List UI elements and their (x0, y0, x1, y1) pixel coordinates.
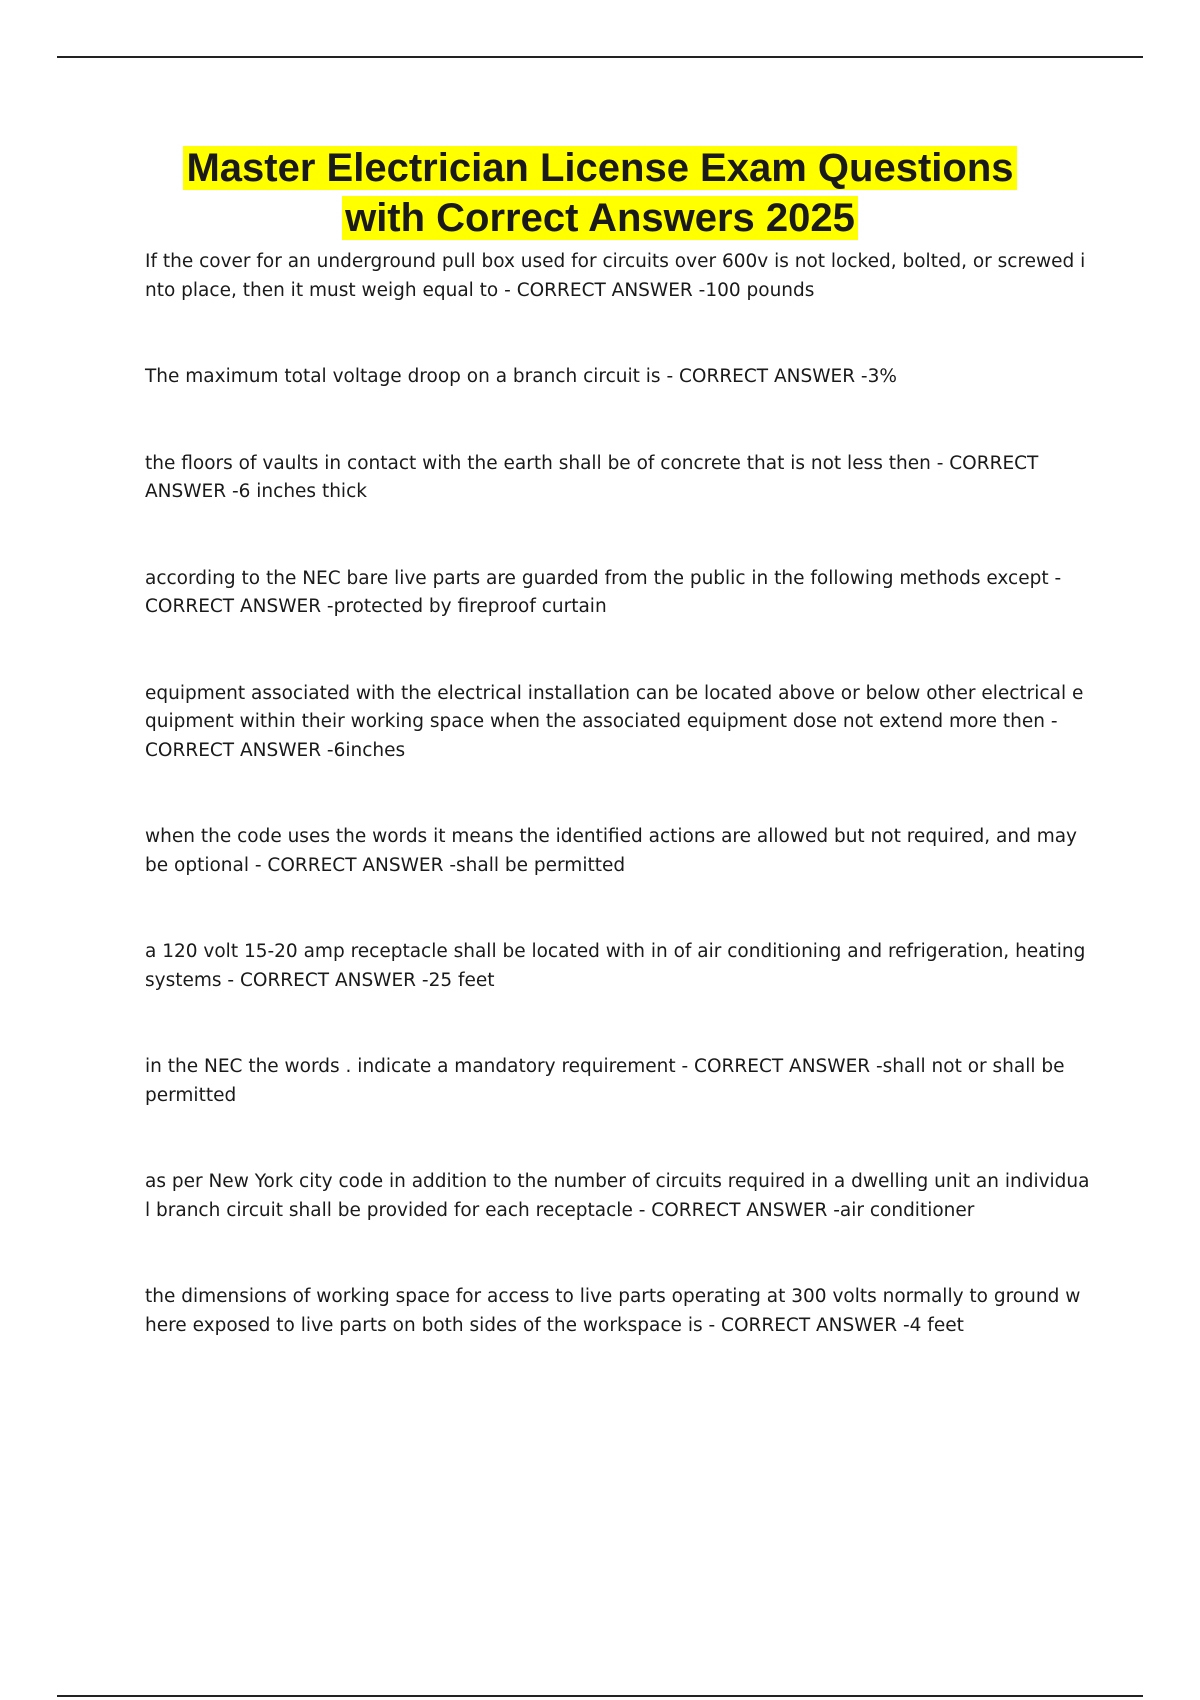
qa-item (145, 450, 1090, 507)
answer-label: - CORRECT ANSWER - (498, 279, 706, 301)
qa-item (145, 248, 1090, 305)
answer-text: 100 pounds (705, 279, 815, 301)
qa-item (145, 1168, 1090, 1225)
top-rule (57, 56, 1143, 58)
answer-text: shall be permitted (456, 854, 626, 876)
answer-label: - CORRECT ANSWER - (145, 711, 1058, 761)
answer-label: - CORRECT ANSWER - (145, 452, 1039, 502)
answer-text: 4 feet (909, 1314, 964, 1336)
title-line-2: with Correct Answers 2025 (342, 196, 858, 240)
qa-item (145, 565, 1090, 622)
answer-text: 6 inches thick (238, 481, 367, 502)
bottom-rule (57, 1695, 1143, 1697)
question-text: the floors of vaults in contact with the earth shall be of concrete that is not less then (145, 452, 931, 474)
qa-item (145, 363, 1090, 392)
answer-text: 6inches (333, 739, 406, 761)
question-text: a 120 volt 15-20 amp receptacle shall be located with in of air conditioning and refrigeration, heating systems (145, 941, 1086, 991)
answer-label: - CORRECT ANSWER - (248, 854, 457, 876)
question-text: If the cover for an underground pull box used for circuits over 600v is not locked, bolted, or screwed into place, then it must weigh equal to (145, 251, 1086, 301)
answer-text: air conditioner (839, 1199, 975, 1221)
answer-label: - CORRECT ANSWER - (660, 366, 868, 387)
title-line-1: Master Electrician License Exam Questions (183, 146, 1016, 190)
answer-text: shall not or shall be permitted (145, 1056, 1065, 1106)
question-text: the dimensions of working space for access to live parts operating at 300 volts normally to ground where exposed to live parts on both sides of the workspace is (145, 1286, 1081, 1336)
answer-text: 25 feet (428, 969, 495, 991)
answer-label: - CORRECT ANSWER - (675, 1056, 883, 1077)
qa-item (145, 938, 1090, 995)
question-text: in the NEC the words . indicate a mandatory requirement (145, 1056, 676, 1077)
answer-label: - CORRECT ANSWER - (145, 567, 1062, 617)
qa-item (145, 823, 1090, 880)
question-text: when the code uses the words it means the identified actions are allowed but not required, and may be optional (145, 826, 1078, 876)
qa-item (145, 1283, 1090, 1340)
question-text: The maximum total voltage droop on a branch circuit is (145, 366, 661, 387)
answer-text: 3% (867, 366, 897, 387)
qa-item (145, 680, 1090, 766)
answer-label: - CORRECT ANSWER - (632, 1199, 840, 1221)
answer-text: protected by fireproof curtain (333, 596, 607, 617)
answer-label: - CORRECT ANSWER - (702, 1314, 910, 1336)
qa-list (145, 248, 1090, 1398)
answer-label: - CORRECT ANSWER - (221, 969, 429, 991)
question-text: according to the NEC bare live parts are guarded from the public in the following methods except (145, 567, 1049, 589)
qa-item (145, 1053, 1090, 1110)
question-text: as per New York city code in addition to the number of circuits required in a dwelling unit an individual branch circuit shall be provided for each receptacle (145, 1171, 1090, 1221)
question-text: equipment associated with the electrical installation can be located above or below other electrical equipment within their working space when the associated equipment dose not extend more then (145, 682, 1084, 732)
page-title (100, 143, 1100, 243)
